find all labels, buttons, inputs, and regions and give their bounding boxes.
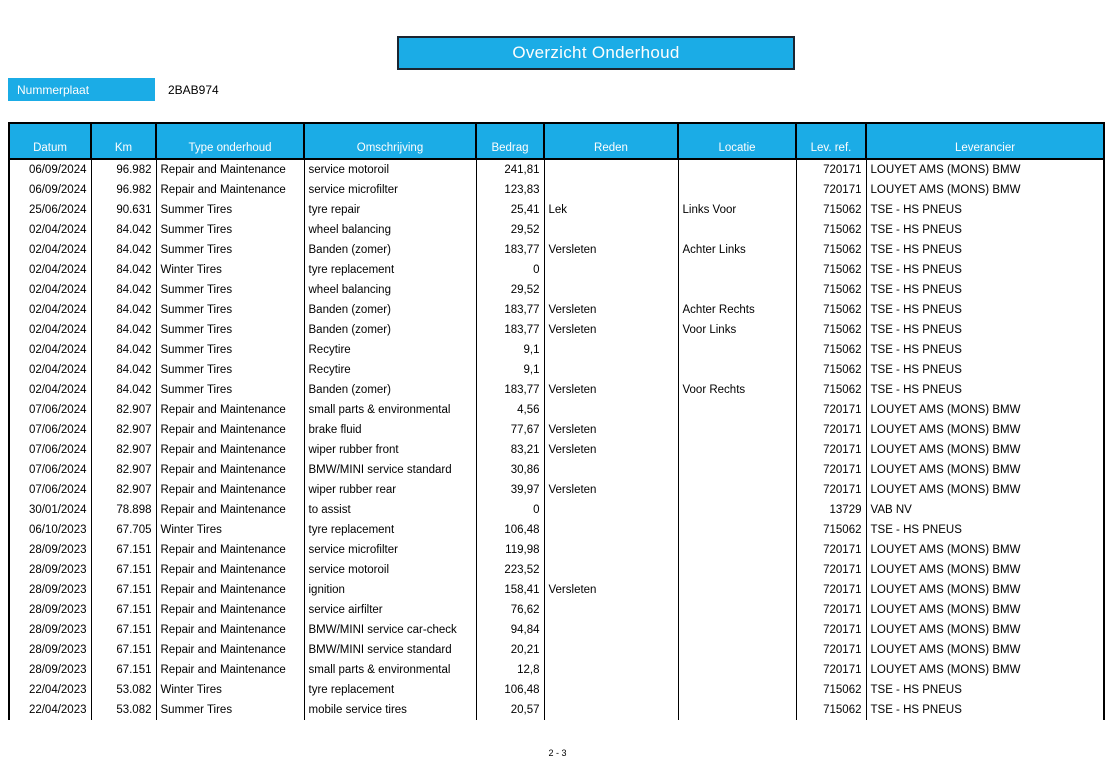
table-cell [544,500,678,520]
table-cell: 720171 [796,580,866,600]
table-cell: TSE - HS PNEUS [866,520,1104,540]
table-cell: 84.042 [91,240,156,260]
table-row [9,680,1104,700]
table-cell: 720171 [796,660,866,680]
table-cell [678,480,796,500]
table-cell: Voor Links [678,320,796,340]
report-title [397,36,795,70]
table-cell: 84.042 [91,220,156,240]
table-cell: Repair and Maintenance [156,159,304,180]
table-cell [678,500,796,520]
page-number [0,748,1115,758]
table-cell: LOUYET AMS (MONS) BMW [866,660,1104,680]
table-cell: Achter Links [678,240,796,260]
table-cell [678,280,796,300]
table-cell: BMW/MINI service standard [304,640,476,660]
table-cell: 715062 [796,340,866,360]
table-row [9,260,1104,280]
table-cell: Repair and Maintenance [156,180,304,200]
table-cell: 715062 [796,200,866,220]
table-cell: VAB NV [866,500,1104,520]
table-cell: 94,84 [476,620,544,640]
table-cell: 720171 [796,159,866,180]
table-cell: 715062 [796,260,866,280]
table-cell: 84.042 [91,360,156,380]
table-cell: 158,41 [476,580,544,600]
column-header: Km [91,123,156,159]
table-cell: 39,97 [476,480,544,500]
table-cell: 183,77 [476,380,544,400]
table-row [9,460,1104,480]
page-number-text: 2 - 3 [548,748,567,758]
table-cell: Winter Tires [156,680,304,700]
table-row [9,480,1104,500]
table-cell [678,159,796,180]
table-cell: 720171 [796,620,866,640]
table-cell: service motoroil [304,560,476,580]
table-cell: 20,57 [476,700,544,720]
table-cell: 96.982 [91,159,156,180]
table-cell: 720171 [796,420,866,440]
column-header: Type onderhoud [156,123,304,159]
table-cell: 715062 [796,520,866,540]
license-plate-label [8,78,155,101]
table-cell: LOUYET AMS (MONS) BMW [866,620,1104,640]
table-cell: Repair and Maintenance [156,480,304,500]
table-cell: Summer Tires [156,240,304,260]
table-cell [544,520,678,540]
table-cell: 06/09/2024 [9,180,91,200]
table-cell: service motoroil [304,159,476,180]
table-cell [544,700,678,720]
table-cell: 84.042 [91,320,156,340]
table-cell: LOUYET AMS (MONS) BMW [866,440,1104,460]
report-title-text: Overzicht Onderhoud [512,43,680,62]
table-cell: 720171 [796,440,866,460]
table-cell: 82.907 [91,420,156,440]
table-cell: Repair and Maintenance [156,440,304,460]
table-cell: 02/04/2024 [9,240,91,260]
table-cell [544,680,678,700]
table-cell: TSE - HS PNEUS [866,700,1104,720]
table-row [9,660,1104,680]
table-cell: wheel balancing [304,280,476,300]
table-cell: Versleten [544,580,678,600]
table-cell: Versleten [544,300,678,320]
table-cell: Summer Tires [156,220,304,240]
table-row [9,540,1104,560]
table-cell: mobile service tires [304,700,476,720]
table-cell [544,400,678,420]
table-cell: TSE - HS PNEUS [866,200,1104,220]
table-cell: 07/06/2024 [9,440,91,460]
table-cell: LOUYET AMS (MONS) BMW [866,400,1104,420]
table-cell: TSE - HS PNEUS [866,300,1104,320]
table-cell: Summer Tires [156,200,304,220]
table-row [9,700,1104,720]
table-cell: 28/09/2023 [9,580,91,600]
table-cell: 83,21 [476,440,544,460]
table-cell: Achter Rechts [678,300,796,320]
table-cell: 241,81 [476,159,544,180]
table-cell: LOUYET AMS (MONS) BMW [866,420,1104,440]
table-cell: 84.042 [91,280,156,300]
table-cell: 02/04/2024 [9,260,91,280]
table-cell: 223,52 [476,560,544,580]
table-cell: Summer Tires [156,340,304,360]
table-cell: 02/04/2024 [9,220,91,240]
table-cell [678,620,796,640]
table-cell: 715062 [796,240,866,260]
table-cell: 4,56 [476,400,544,420]
column-header: Datum [9,123,91,159]
table-cell [678,580,796,600]
table-cell: 9,1 [476,360,544,380]
table-cell: 53.082 [91,680,156,700]
column-header: Bedrag [476,123,544,159]
table-cell [544,220,678,240]
table-cell: Versleten [544,320,678,340]
table-cell: 67.151 [91,560,156,580]
table-cell [678,340,796,360]
table-cell: 183,77 [476,320,544,340]
table-cell: 715062 [796,680,866,700]
table-cell [544,640,678,660]
table-cell: 29,52 [476,220,544,240]
table-cell [678,600,796,620]
table-cell: LOUYET AMS (MONS) BMW [866,600,1104,620]
table-cell: 02/04/2024 [9,340,91,360]
license-plate-value [168,78,219,101]
table-cell: 715062 [796,360,866,380]
table-header-row [9,123,1104,159]
table-cell: 25,41 [476,200,544,220]
table-cell: 67.151 [91,660,156,680]
table-cell: Repair and Maintenance [156,420,304,440]
column-header: Lev. ref. [796,123,866,159]
table-cell [678,180,796,200]
table-cell: Versleten [544,480,678,500]
table-cell: 02/04/2024 [9,280,91,300]
table-cell: brake fluid [304,420,476,440]
table-cell: 22/04/2023 [9,700,91,720]
table-cell: Repair and Maintenance [156,600,304,620]
table-cell: Versleten [544,240,678,260]
table-cell: 84.042 [91,340,156,360]
table-cell: 07/06/2024 [9,460,91,480]
table-cell: tyre replacement [304,520,476,540]
table-cell [544,660,678,680]
table-cell: 183,77 [476,300,544,320]
table-cell [544,600,678,620]
table-cell: BMW/MINI service standard [304,460,476,480]
table-cell [678,520,796,540]
table-cell [678,680,796,700]
table-cell: 30/01/2024 [9,500,91,520]
table-cell: 07/06/2024 [9,420,91,440]
table-cell: 28/09/2023 [9,660,91,680]
table-cell: 106,48 [476,520,544,540]
table-cell [678,400,796,420]
table-cell: Summer Tires [156,280,304,300]
column-header: Reden [544,123,678,159]
table-cell: TSE - HS PNEUS [866,340,1104,360]
table-cell [544,280,678,300]
table-cell: Banden (zomer) [304,380,476,400]
table-cell: LOUYET AMS (MONS) BMW [866,580,1104,600]
table-cell [544,340,678,360]
table-cell: tyre replacement [304,260,476,280]
table-cell: service microfilter [304,540,476,560]
table-cell: 53.082 [91,700,156,720]
table-cell: Repair and Maintenance [156,620,304,640]
table-cell: 720171 [796,640,866,660]
table-row [9,500,1104,520]
table-cell [544,360,678,380]
license-plate-value-text: 2BAB974 [168,82,219,97]
table-cell: 119,98 [476,540,544,560]
table-cell: wiper rubber rear [304,480,476,500]
table-cell: 28/09/2023 [9,540,91,560]
table-cell: Lek [544,200,678,220]
table-cell: 84.042 [91,260,156,280]
table-cell: 67.151 [91,620,156,640]
table-cell: TSE - HS PNEUS [866,680,1104,700]
table-cell: 720171 [796,180,866,200]
table-cell: TSE - HS PNEUS [866,240,1104,260]
table-cell: 67.151 [91,540,156,560]
table-cell: 22/04/2023 [9,680,91,700]
table-row [9,159,1104,180]
table-cell: TSE - HS PNEUS [866,360,1104,380]
table-cell: Repair and Maintenance [156,500,304,520]
table-cell: Summer Tires [156,700,304,720]
table-cell: 07/06/2024 [9,400,91,420]
table-cell: 28/09/2023 [9,640,91,660]
table-cell: 13729 [796,500,866,520]
table-cell: 720171 [796,600,866,620]
table-cell: 02/04/2024 [9,380,91,400]
table-cell: wheel balancing [304,220,476,240]
table-cell: 67.151 [91,600,156,620]
column-header: Locatie [678,123,796,159]
table-cell [544,560,678,580]
table-cell: Versleten [544,380,678,400]
table-cell: Versleten [544,440,678,460]
table-cell: 07/06/2024 [9,480,91,500]
table-cell: 9,1 [476,340,544,360]
table-cell: Repair and Maintenance [156,560,304,580]
table-cell: LOUYET AMS (MONS) BMW [866,640,1104,660]
table-cell: Winter Tires [156,260,304,280]
table-cell: 28/09/2023 [9,560,91,580]
table-row [9,340,1104,360]
table-cell [544,260,678,280]
table-cell: 715062 [796,380,866,400]
table-cell: 715062 [796,700,866,720]
table-cell [678,260,796,280]
table-row [9,320,1104,340]
table-cell: Voor Rechts [678,380,796,400]
table-cell: 0 [476,500,544,520]
table-cell [678,460,796,480]
table-cell: LOUYET AMS (MONS) BMW [866,159,1104,180]
table-cell: 12,8 [476,660,544,680]
table-cell [678,440,796,460]
table-cell: 82.907 [91,480,156,500]
table-cell: 77,67 [476,420,544,440]
table-cell: 715062 [796,280,866,300]
table-cell: 28/09/2023 [9,600,91,620]
table-cell: 67.151 [91,580,156,600]
table-cell: 720171 [796,460,866,480]
table-cell [678,360,796,380]
table-cell: to assist [304,500,476,520]
table-row [9,300,1104,320]
table-row [9,400,1104,420]
table-cell [678,420,796,440]
table-cell: Repair and Maintenance [156,580,304,600]
table-cell [678,660,796,680]
table-cell: 720171 [796,480,866,500]
table-row [9,580,1104,600]
table-cell: Recytire [304,360,476,380]
table-cell: Banden (zomer) [304,240,476,260]
table-row [9,560,1104,580]
table-cell [678,560,796,580]
table-cell: TSE - HS PNEUS [866,260,1104,280]
table-cell: wiper rubber front [304,440,476,460]
table-cell: Recytire [304,340,476,360]
table-cell: 715062 [796,320,866,340]
table-cell: LOUYET AMS (MONS) BMW [866,480,1104,500]
table-row [9,360,1104,380]
table-cell: 715062 [796,220,866,240]
table-cell: 720171 [796,560,866,580]
table-cell: 82.907 [91,440,156,460]
table-cell: 28/09/2023 [9,620,91,640]
table-cell: small parts & environmental [304,400,476,420]
table-cell: Repair and Maintenance [156,540,304,560]
table-row [9,600,1104,620]
table-row [9,420,1104,440]
table-cell: 720171 [796,400,866,420]
table-row [9,640,1104,660]
table-row [9,240,1104,260]
table-cell: TSE - HS PNEUS [866,380,1104,400]
table-cell: Banden (zomer) [304,300,476,320]
maintenance-table [8,122,1105,720]
table-cell: 183,77 [476,240,544,260]
table-row [9,440,1104,460]
table-cell: 67.151 [91,640,156,660]
table-cell: 30,86 [476,460,544,480]
table-cell: 02/04/2024 [9,300,91,320]
table-cell: TSE - HS PNEUS [866,280,1104,300]
table-cell: 78.898 [91,500,156,520]
table-cell: 84.042 [91,380,156,400]
table-cell: Summer Tires [156,300,304,320]
table-cell [678,220,796,240]
table-cell [544,460,678,480]
table-cell: LOUYET AMS (MONS) BMW [866,180,1104,200]
table-cell: TSE - HS PNEUS [866,220,1104,240]
license-plate-label-text: Nummerplaat [17,82,90,97]
table-cell: small parts & environmental [304,660,476,680]
column-header: Omschrijving [304,123,476,159]
table-cell: LOUYET AMS (MONS) BMW [866,560,1104,580]
table-cell [544,540,678,560]
table-cell: 90.631 [91,200,156,220]
table-cell: 96.982 [91,180,156,200]
table-cell: 02/04/2024 [9,320,91,340]
table-cell: service airfilter [304,600,476,620]
table-cell: 82.907 [91,460,156,480]
table-cell: LOUYET AMS (MONS) BMW [866,460,1104,480]
table-cell [678,640,796,660]
table-cell [544,180,678,200]
table-cell: Links Voor [678,200,796,220]
table-cell: 29,52 [476,280,544,300]
table-cell: Repair and Maintenance [156,460,304,480]
table-cell: 02/04/2024 [9,360,91,380]
table-cell: 06/10/2023 [9,520,91,540]
table-cell: Banden (zomer) [304,320,476,340]
table-cell [544,159,678,180]
table-row [9,380,1104,400]
table-cell: 25/06/2024 [9,200,91,220]
table-cell: tyre repair [304,200,476,220]
table-cell: ignition [304,580,476,600]
table-cell: Summer Tires [156,360,304,380]
table-cell [678,700,796,720]
table-cell: 67.705 [91,520,156,540]
table-cell: 0 [476,260,544,280]
table-row [9,180,1104,200]
table-cell: BMW/MINI service car-check [304,620,476,640]
table-cell: 123,83 [476,180,544,200]
table-cell: Winter Tires [156,520,304,540]
table-cell: 715062 [796,300,866,320]
table-row [9,200,1104,220]
table-cell: tyre replacement [304,680,476,700]
table-cell: Repair and Maintenance [156,660,304,680]
table-cell: Versleten [544,420,678,440]
table-cell [678,540,796,560]
table-cell: Summer Tires [156,380,304,400]
table-row [9,220,1104,240]
table-cell: Repair and Maintenance [156,400,304,420]
table-row [9,520,1104,540]
table-cell: Repair and Maintenance [156,640,304,660]
table-cell [544,620,678,640]
table-cell: 20,21 [476,640,544,660]
table-cell: 84.042 [91,300,156,320]
table-cell: Summer Tires [156,320,304,340]
table-cell: 106,48 [476,680,544,700]
column-header: Leverancier [866,123,1104,159]
table-cell: 06/09/2024 [9,159,91,180]
table-cell: TSE - HS PNEUS [866,320,1104,340]
table-cell: service microfilter [304,180,476,200]
table-cell: LOUYET AMS (MONS) BMW [866,540,1104,560]
table-row [9,620,1104,640]
table-row [9,280,1104,300]
table-cell: 720171 [796,540,866,560]
table-cell: 76,62 [476,600,544,620]
table-cell: 82.907 [91,400,156,420]
